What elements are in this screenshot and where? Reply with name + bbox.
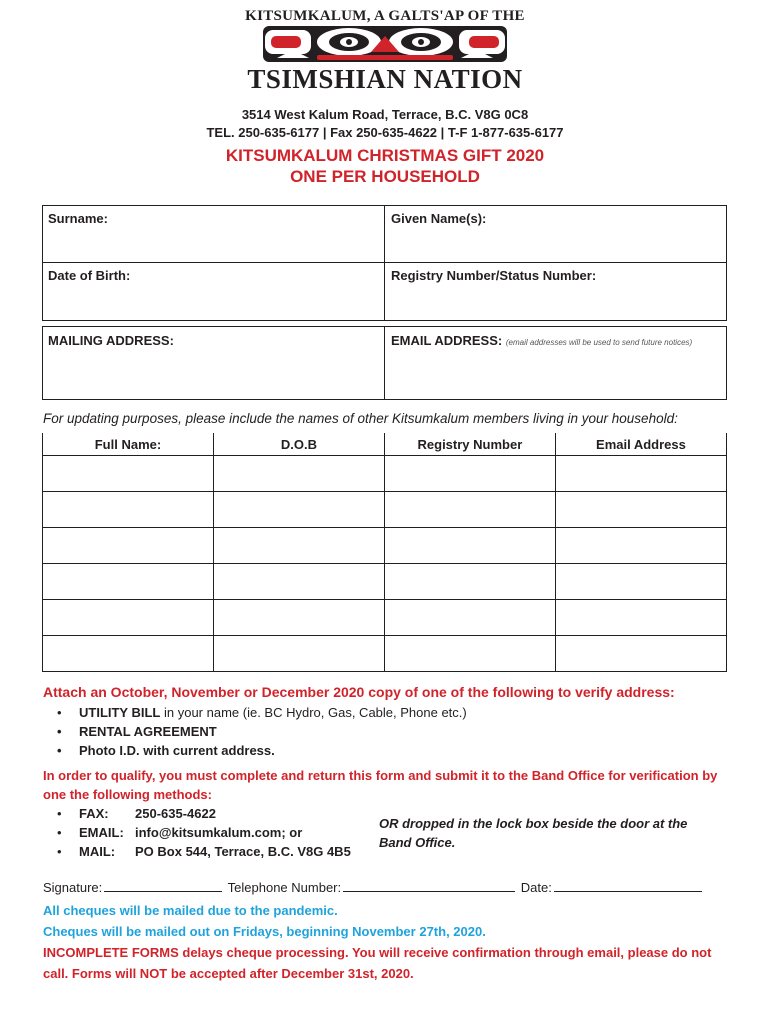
registry-number-cell[interactable]	[384, 492, 555, 528]
logo-bottom-text: TSIMSHIAN NATION	[247, 64, 523, 94]
household-members-table	[42, 433, 727, 672]
dob-cell[interactable]	[213, 636, 384, 672]
table-row	[43, 564, 727, 600]
dob-cell[interactable]	[213, 600, 384, 636]
list-item	[43, 804, 351, 823]
list-item: • RENTAL AGREEMENT	[43, 722, 467, 741]
table-row	[43, 600, 727, 636]
dob-cell[interactable]	[213, 456, 384, 492]
dropbox-note: OR dropped in the lock box beside the door at the Band Office.	[379, 816, 688, 850]
household-instructions: For updating purposes, please include the names of other Kitsumkalum members living in your household:	[43, 411, 678, 426]
divider	[42, 262, 727, 263]
utility-bill-detail: in your name (ie. BC Hydro, Gas, Cable, Phone etc.)	[160, 705, 467, 720]
mail-address: PO Box 544, Terrace, B.C. V8G 4B5	[135, 844, 351, 859]
registry-number-cell[interactable]	[384, 528, 555, 564]
table-row	[43, 456, 727, 492]
email-address-cell[interactable]	[555, 528, 726, 564]
date-label: Date:	[520, 880, 552, 895]
email-label: EMAIL:	[79, 825, 124, 840]
signature-row	[43, 880, 704, 895]
dob-cell[interactable]	[213, 564, 384, 600]
list-item: • Photo I.D. with current address.	[43, 741, 467, 760]
full-name-cell[interactable]	[43, 636, 214, 672]
form-title: KITSUMKALUM CHRISTMAS GIFT 2020	[225, 146, 545, 165]
dob-cell[interactable]	[213, 528, 384, 564]
registry-number-cell[interactable]	[384, 564, 555, 600]
email-address-cell[interactable]	[555, 456, 726, 492]
signature-field[interactable]	[104, 880, 222, 892]
mailing-address-field[interactable]: MAILING ADDRESS:	[48, 333, 174, 348]
email-address-label: EMAIL ADDRESS:	[391, 333, 503, 348]
column-full-name: Full Name:	[43, 433, 214, 456]
telephone-label: Telephone Number:	[227, 880, 342, 895]
email-value: info@kitsumkalum.com; or	[135, 825, 303, 840]
dob-cell[interactable]	[213, 492, 384, 528]
divider	[384, 326, 385, 400]
verify-documents-list	[43, 703, 467, 760]
full-name-cell[interactable]	[43, 456, 214, 492]
email-address-cell[interactable]	[555, 600, 726, 636]
column-registry-number: Registry Number	[384, 433, 555, 456]
table-row	[43, 528, 727, 564]
logo-top-text: KITSUMKALUM, A GALTS'AP OF THE	[245, 8, 525, 24]
email-address-note: (email addresses will be used to send future notices)	[505, 338, 693, 347]
registry-number-field[interactable]: Registry Number/Status Number:	[391, 268, 597, 283]
table-row	[43, 636, 727, 672]
qualify-instructions: In order to qualify, you must complete and return this form and submit it to the Band Office for verification by one the following methods:	[43, 768, 718, 802]
mailing-schedule-note: Cheques will be mailed out on Fridays, beginning November 27th, 2020.	[43, 924, 486, 939]
fax-label: FAX:	[79, 806, 109, 821]
full-name-cell[interactable]	[43, 492, 214, 528]
signature-label: Signature:	[43, 880, 103, 895]
full-name-cell[interactable]	[43, 528, 214, 564]
email-address-field[interactable]	[391, 333, 692, 348]
tsimshian-crest-logo	[263, 22, 507, 66]
email-address-cell[interactable]	[555, 492, 726, 528]
form-subtitle: ONE PER HOUSEHOLD	[290, 167, 480, 186]
email-address-cell[interactable]	[555, 564, 726, 600]
email-address-cell[interactable]	[555, 636, 726, 672]
given-names-field[interactable]: Given Name(s):	[391, 211, 487, 226]
date-field[interactable]	[554, 880, 702, 892]
incomplete-forms-warning: INCOMPLETE FORMS delays cheque processing. You will receive confirmation through email, please do not call. Forms will NOT be accepted after December 31st, 2020.	[43, 945, 712, 981]
contact-numbers: TEL. 250-635-6177 | Fax 250-635-4622 | T-F 1-877-635-6177	[206, 125, 564, 140]
office-address: 3514 West Kalum Road, Terrace, B.C. V8G 0C8	[241, 107, 529, 122]
table-row	[43, 492, 727, 528]
registry-number-cell[interactable]	[384, 636, 555, 672]
list-item	[43, 703, 467, 722]
surname-field[interactable]: Surname:	[48, 211, 108, 226]
verify-address-heading: Attach an October, November or December 2020 copy of one of the following to verify address:	[43, 684, 675, 700]
submission-methods	[43, 804, 351, 861]
column-email-address: Email Address	[555, 433, 726, 456]
utility-bill-label: UTILITY BILL	[79, 705, 161, 720]
date-of-birth-field[interactable]: Date of Birth:	[48, 268, 131, 283]
pandemic-mail-note: All cheques will be mailed due to the pandemic.	[43, 903, 338, 918]
divider	[384, 205, 385, 321]
column-dob: D.O.B	[213, 433, 384, 456]
registry-number-cell[interactable]	[384, 600, 555, 636]
list-item	[43, 842, 351, 861]
list-item	[43, 823, 351, 842]
registry-number-cell[interactable]	[384, 456, 555, 492]
mail-label: MAIL:	[79, 844, 116, 859]
telephone-field[interactable]	[343, 880, 515, 892]
full-name-cell[interactable]	[43, 600, 214, 636]
fax-number: 250-635-4622	[135, 806, 216, 821]
full-name-cell[interactable]	[43, 564, 214, 600]
